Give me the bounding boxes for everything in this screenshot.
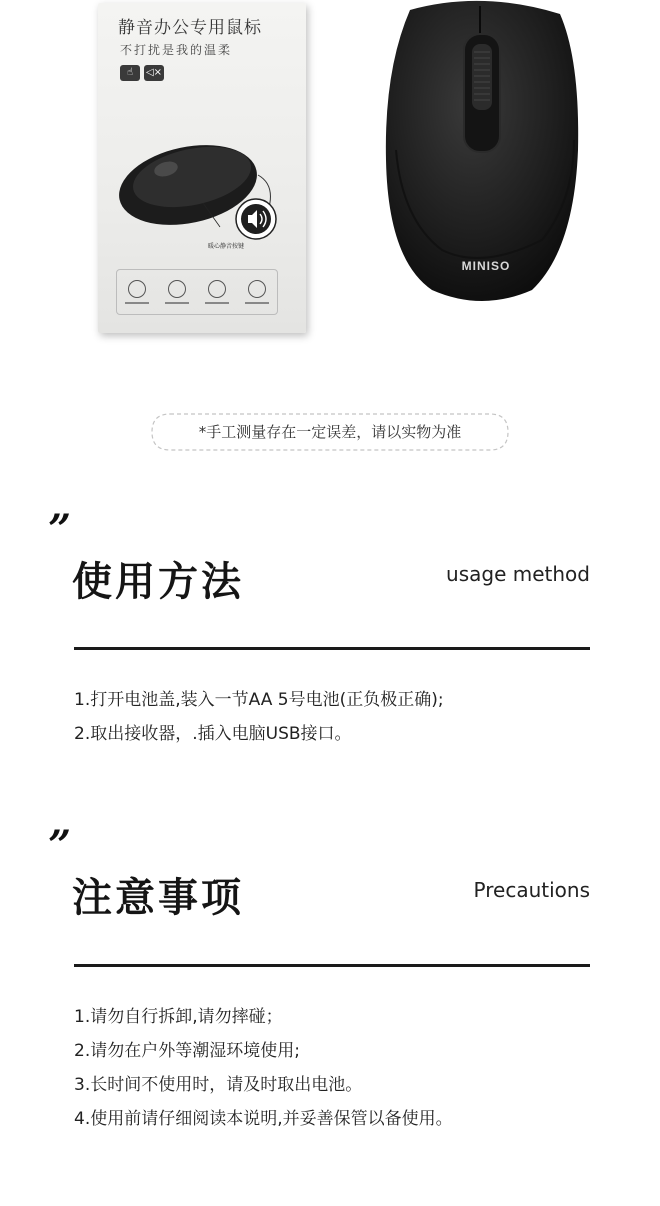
list-item: 2.取出接收器，.插入电脑USB接口。 xyxy=(74,724,352,744)
box-feature-strip xyxy=(116,269,278,315)
disclaimer-pill xyxy=(150,412,510,452)
disclaimer-text: *手工测量存在一定误差，请以实物为准 xyxy=(198,423,462,441)
list-item: 1.请勿自行拆卸,请勿摔碰； xyxy=(74,1007,283,1027)
feature-item xyxy=(165,280,189,304)
list-item: 3.长时间不使用时，请及时取出电池。 xyxy=(74,1075,363,1095)
feature-circle-icon xyxy=(208,280,226,298)
product-box xyxy=(98,3,306,333)
quote-mark: ” xyxy=(48,506,70,553)
feature-circle-icon xyxy=(248,280,266,298)
feature-label-line xyxy=(165,302,189,304)
box-callout-text: 暖心静音按键 xyxy=(208,243,245,250)
precautions-divider xyxy=(74,964,590,967)
box-title: 静音办公专用鼠标 xyxy=(118,18,262,38)
feature-label-line xyxy=(205,302,229,304)
list-item: 4.使用前请仔细阅读本说明,并妥善保管以备使用。 xyxy=(74,1109,453,1129)
hand-touch-icon: ☝ xyxy=(120,65,140,81)
box-mouse-illustration xyxy=(108,115,298,245)
box-subtitle: 不打扰是我的温柔 xyxy=(120,43,233,57)
feature-circle-icon xyxy=(128,280,146,298)
feature-label-line xyxy=(245,302,269,304)
precautions-section-title: 注意事项 xyxy=(72,875,244,921)
mouse-brand-logo: MINISO xyxy=(461,259,511,273)
list-item: 2.请勿在户外等潮湿环境使用; xyxy=(74,1041,300,1061)
precautions-list xyxy=(74,1000,453,1136)
feature-item xyxy=(245,280,269,304)
feature-label-line xyxy=(125,302,149,304)
usage-divider xyxy=(74,647,590,650)
usage-section-english: usage method xyxy=(446,562,590,586)
feature-item xyxy=(125,280,149,304)
feature-circle-icon xyxy=(168,280,186,298)
box-icons xyxy=(120,65,164,81)
mouse-photo xyxy=(382,0,582,310)
list-item: 1.打开电池盖,装入一节AA 5号电池(正负极正确); xyxy=(74,690,444,710)
product-photo xyxy=(0,0,660,345)
usage-list xyxy=(74,683,444,751)
quote-mark: ” xyxy=(48,822,70,869)
usage-section-title: 使用方法 xyxy=(72,559,244,605)
precautions-section-english: Precautions xyxy=(473,878,590,902)
feature-item xyxy=(205,280,229,304)
mute-speaker-icon: ◁× xyxy=(144,65,164,81)
